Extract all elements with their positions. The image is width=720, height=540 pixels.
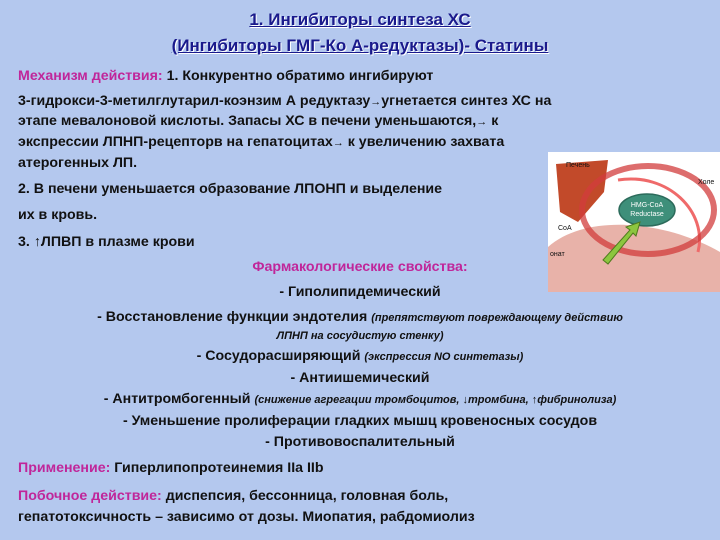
mechanism-text-3b: к xyxy=(487,113,499,129)
pharm-header: Фармакологические свойства: xyxy=(252,259,468,275)
mechanism-text-4b: к увеличению захвата xyxy=(343,134,505,150)
pharm-item-2-note: (препятствуют повреждающему действию xyxy=(371,312,623,324)
pharm-item-7: - Противовоспалительный xyxy=(265,434,455,450)
arrow-right-icon: → xyxy=(370,96,382,108)
pharm-item-3-note: (экспрессия NO синтетазы) xyxy=(364,351,524,363)
mechanism-text-4: экспрессии ЛПНП-рецепторв на гепатоцитах xyxy=(18,134,333,150)
pharm-item-3 xyxy=(0,348,720,364)
mechanism-point-3: 3. ↑ЛПВП в плазме крови xyxy=(18,234,195,250)
application-line xyxy=(18,458,324,478)
mechanism-text-1: 1. Конкурентно обратимо ингибируют xyxy=(162,68,434,84)
pharm-item-2-text: - Восстановление функции эндотелия xyxy=(97,309,368,325)
mechanism-line-1 xyxy=(18,66,433,86)
pharm-item-3-text: - Сосудорасширяющий xyxy=(196,348,361,364)
side-effects-label: Побочное действие: xyxy=(18,488,162,504)
hmg-coa-reductase-illustration xyxy=(548,152,720,292)
enzyme-shape xyxy=(619,194,675,226)
mechanism-line-3 xyxy=(18,111,498,132)
onat-label: онат xyxy=(550,251,565,258)
pharm-item-5 xyxy=(0,391,720,407)
mechanism-point-2b: их в кровь. xyxy=(18,207,98,223)
enzyme-label-1: HMG-CoA xyxy=(630,202,664,209)
mechanism-text-3: этапе мевалоновой кислоты. Запасы ХС в печени уменьшаются, xyxy=(18,113,477,129)
pharm-item-2-note-2: ЛПНП на сосудистую стенку) xyxy=(276,330,444,342)
mechanism-point-2a: 2. В печени уменьшается образование ЛПОНП и выделение xyxy=(18,181,443,197)
side-effects-text-1: диспепсия, бессонница, головная боль, xyxy=(161,488,449,504)
cholesterol-label: Холе xyxy=(698,179,715,186)
pharm-item-5-note: (снижение агрегации тромбоцитов, ↓тромбина, ↑фибринолиза) xyxy=(254,394,617,406)
mechanism-line-2 xyxy=(18,91,551,112)
pharm-item-5-text: - Антитромбогенный xyxy=(103,391,251,407)
pharm-item-4: - Антиишемический xyxy=(290,370,430,386)
side-effects-line-1 xyxy=(18,486,448,506)
liver-label: Печень xyxy=(566,162,590,169)
arrow-right-icon: → xyxy=(332,137,344,149)
mechanism-label: Механизм действия: xyxy=(18,68,163,84)
mechanism-line-5: атерогенных ЛП. xyxy=(18,155,138,171)
slide-title: 1. Ингибиторы синтеза ХС xyxy=(249,10,471,29)
arrow-right-icon: → xyxy=(476,116,488,128)
coa-label: CoA xyxy=(558,225,572,232)
application-text: Гиперлипопротеинемия IIa IIb xyxy=(110,460,324,476)
mechanism-text-2: 3-гидрокси-3-метилглутарил-коэнзим А редуктазу xyxy=(18,93,371,109)
pharm-item-2 xyxy=(0,309,720,325)
side-effects-line-2: гепатотоксичность – зависимо от дозы. Миопатия, рабдомиолиз xyxy=(18,509,475,525)
pharm-item-6: - Уменьшение пролиферации гладких мышц кровеносных сосудов xyxy=(122,413,598,429)
mechanism-line-4 xyxy=(18,132,504,153)
pharm-item-1: - Гиполипидемический xyxy=(279,284,441,300)
application-label: Применение: xyxy=(18,460,111,476)
enzyme-label-2: Reductase xyxy=(630,211,664,218)
slide-subtitle: (Ингибиторы ГМГ-Ко А-редуктазы)- Статины xyxy=(171,36,549,55)
mechanism-text-2b: угнетается синтез ХС на xyxy=(381,93,552,109)
